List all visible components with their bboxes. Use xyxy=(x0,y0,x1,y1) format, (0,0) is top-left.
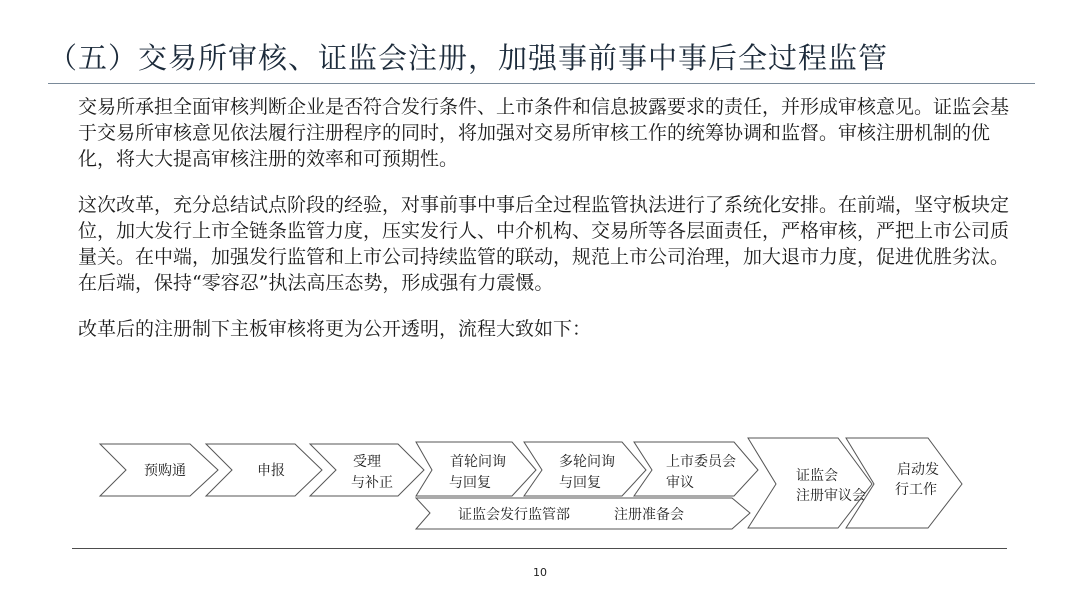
slide-title: （五）交易所审核、证监会注册，加强事前事中事后全过程监管 xyxy=(48,41,889,75)
paragraph-2: 这次改革，充分总结试点阶段的经验，对事前事中事后全过程监管执法进行了系统化安排。在前端，坚守板块定位，加大发行上市全链条监管力度，压实发行人、中介机构、交易所等各层面责任，严格审核，严把上市公司质量关。在中端，加强发行监管和上市公司持续监管的联动，规范上市公司治理，加大退市力度，促进优胜劣汰。在后端，保持“零容忍”执法高压态势，形成强有力震慑。 xyxy=(78,194,1010,294)
flow-step-8-label-line-2: 行工作 xyxy=(895,482,937,498)
flow-step-4-label-line-1: 首轮问询 xyxy=(450,454,506,470)
flow-step-8-label-line-1: 启动发 xyxy=(897,462,939,478)
flow-step-5-label-line-1: 多轮问询 xyxy=(559,454,615,470)
flow-step-2-label: 申报 xyxy=(257,463,285,479)
flow-step-7 xyxy=(748,438,872,528)
flow-step-6-label-line-1: 上市委员会 xyxy=(666,454,736,470)
flow-step-2 xyxy=(206,444,322,496)
flow-step-7-label-line-1: 证监会 xyxy=(796,468,838,484)
flow-step-6-label-line-2: 审议 xyxy=(666,475,694,491)
flow-step-5 xyxy=(524,442,646,496)
flow-step-1 xyxy=(100,444,218,496)
flow-step-5-label-line-2: 与回复 xyxy=(559,475,601,491)
flow-step-3-label-line-1: 受理 xyxy=(353,454,381,470)
footer-divider xyxy=(72,548,1007,549)
flow-step-7-label-line-2: 注册审议会 xyxy=(796,488,866,504)
flow-step-3-label-line-2: 与补正 xyxy=(351,475,393,491)
sub-bar-left-label: 证监会发行监管部 xyxy=(458,507,570,523)
flow-step-6 xyxy=(634,442,758,496)
paragraph-3: 改革后的注册制下主板审核将更为公开透明，流程大致如下： xyxy=(78,318,592,340)
flow-step-3 xyxy=(310,444,424,496)
flow-step-4-label-line-2: 与回复 xyxy=(449,475,491,491)
flow-step-1-label: 预购通 xyxy=(144,463,186,479)
sub-bar xyxy=(416,498,750,529)
paragraph-1: 交易所承担全面审核判断企业是否符合发行条件、上市条件和信息披露要求的责任，并形成审核意见。证监会基于交易所审核意见依法履行注册程序的同时，将加强对交易所审核工作的统筹协调和监督。审核注册机制的优化，将大大提高审核注册的效率和可预期性。 xyxy=(78,96,1010,170)
sub-bar-right-label: 注册准备会 xyxy=(614,507,684,523)
page-number: 10 xyxy=(533,566,547,579)
flow-step-4 xyxy=(416,442,536,496)
